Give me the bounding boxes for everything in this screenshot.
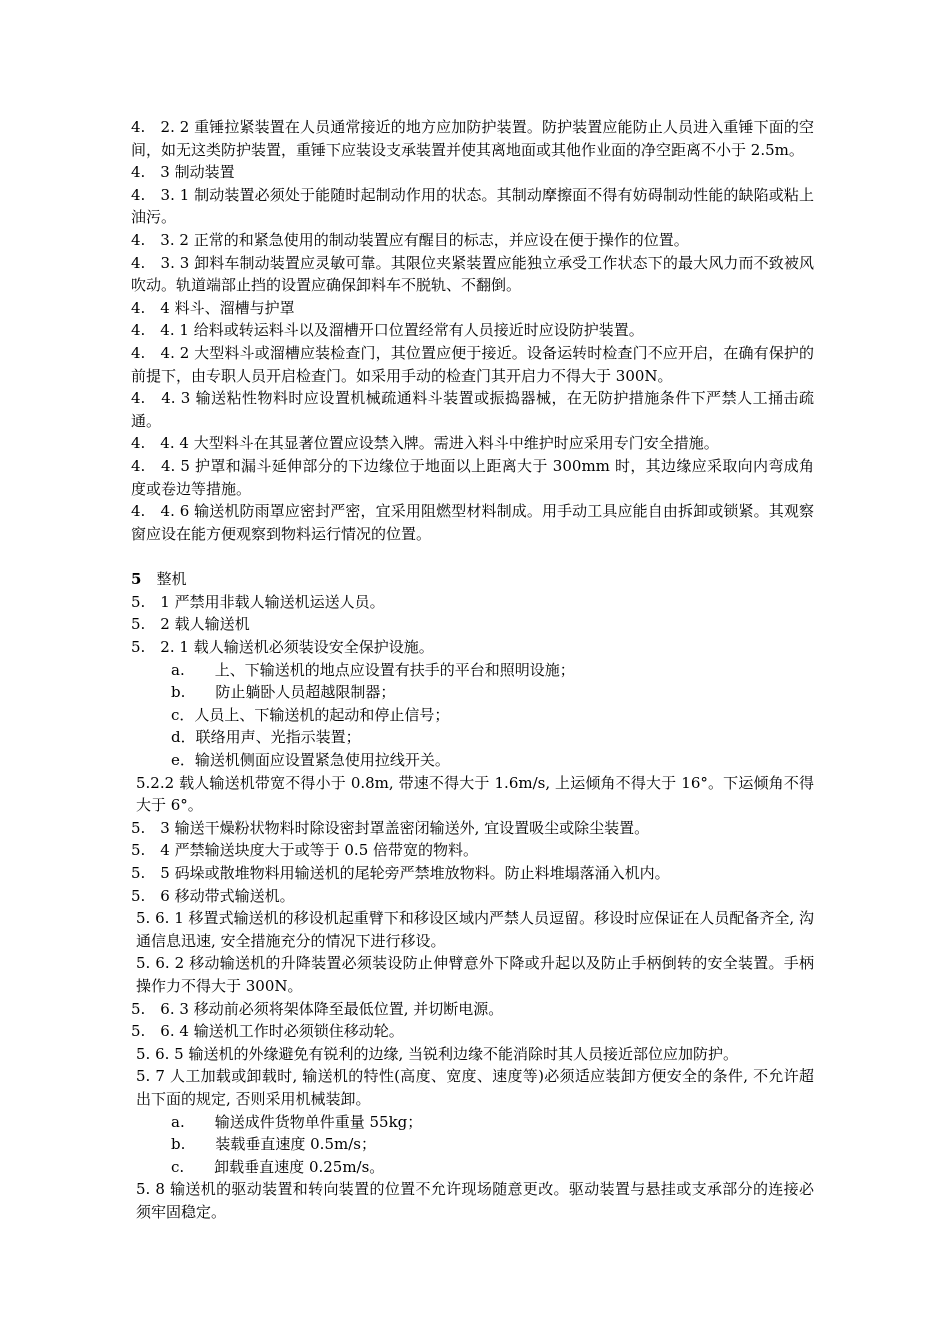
paragraph-4-4-5: 4. 4. 5 护罩和漏斗延伸部分的下边缘位于地面以上距离大于 300mm 时，其边缘应采取向内弯成角度或卷边等措施。 [131,456,814,498]
paragraph-4-2-2: 4. 2. 2 重锤拉紧装置在人员通常接近的地方应加防护装置。防护装置应能防止人员进入重锤下面的空间，如无这类防护装置，重锤下应装设支承装置并使其离地面或其他作业面的净空距离不小于 2.5m。 [131,118,814,159]
list-item: a. 上、下输送机的地点应设置有扶手的平台和照明设施； [171,660,575,679]
paragraph-5-2-1: 5. 2. 1 载人输送机必须装设安全保护设施。 [131,638,434,657]
paragraph-5-2-2: 5.2.2 载人输送机带宽不得小于 0.8m, 带速不得大于 1.6m/s, 上运倾角不得大于 16°。下运倾角不得大于 6°。 [136,773,814,815]
section-number: 5 [131,570,142,589]
paragraph-5-6-1: 5. 6. 1 移置式输送机的移设机起重臂下和移设区域内严禁人员逗留。移设时应保证在人员配备齐全, 沟通信息迅速, 安全措施充分的情况下进行移设。 [136,909,814,950]
heading-5-2: 5. 2 载人输送机 [131,615,250,634]
paragraph-5-1: 5. 1 严禁用非载人输送机运送人员。 [131,592,385,611]
list-item: d．联络用声、光指示装置； [171,728,361,747]
paragraph-5-7: 5. 7 人工加载或卸载时, 输送机的特性(高度、宽度、速度等)必须适应装卸方便安全的条件, 不允许超出下面的规定, 否则采用机械装卸。 [136,1067,814,1108]
paragraph-4-4-1: 4. 4. 1 给料或转运料斗以及溜槽开口位置经常有人员接近时应设防护装置。 [131,321,644,340]
list-item: c. 卸载垂直速度 0.25m/s。 [171,1157,385,1176]
list-item: a. 输送成件货物单件重量 55kg； [171,1112,423,1131]
paragraph-5-6-3: 5. 6. 3 移动前必须将架体降至最低位置, 并切断电源。 [131,999,504,1018]
paragraph-4-3-3: 4. 3. 3 卸料车制动装置应灵敏可靠。其限位夹紧装置应能独立承受工作状态下的最大风力而不致被风吹动。轨道端部止挡的设置应确保卸料车不脱轨、不翻倒。 [131,253,814,295]
list-item: e．输送机侧面应设置紧急使用拉线开关。 [171,751,450,770]
paragraph-4-4-4: 4. 4. 4 大型料斗在其显著位置应设禁入牌。需进入料斗中维护时应采用专门安全措施。 [131,434,719,453]
section-5-heading [131,568,814,591]
list-item: c．人员上、下输送机的起动和停止信号； [171,705,450,724]
paragraph-4-4-6: 4. 4. 6 输送机防雨罩应密封严密，宜采用阻燃型材料制成。用手动工具应能自由拆卸或锁紧。其观察窗应设在能方便观察到物料运行情况的位置。 [131,502,814,543]
paragraph-5-5: 5. 5 码垛或散堆物料用输送机的尾轮旁严禁堆放物料。防止料堆塌落涌入机内。 [131,864,670,882]
paragraph-5-6-4: 5. 6. 4 输送机工作时必须锁住移动轮。 [131,1022,404,1041]
paragraph-4-4-3: 4. 4. 3 输送粘性物料时应设置机械疏通料斗装置或振捣器械，在无防护措施条件下严禁人工捅击疏通。 [131,389,814,430]
paragraph-5-8: 5. 8 输送机的驱动装置和转向装置的位置不允许现场随意更改。驱动装置与悬挂或支承部分的连接必须牢固稳定。 [136,1180,814,1221]
paragraph-4-3-2: 4. 3. 2 正常的和紧急使用的制动装置应有醒目的标志，并应设在便于操作的位置。 [131,230,689,249]
heading-4-3: 4. 3 制动装置 [131,163,235,182]
list-item: b. 装载垂直速度 0.5m/s； [171,1135,376,1154]
section-title: 整机 [156,570,187,589]
section-spacer [141,570,156,588]
paragraph-5-6-5: 5. 6. 5 输送机的外缘避免有锐利的边缘, 当锐利边缘不能消除时其人员接近部位应加防护。 [136,1044,739,1063]
paragraph-5-6-2: 5. 6. 2 移动输送机的升降装置必须装设防止伸臂意外下降或升起以及防止手柄倒转的安全装置。手柄操作力不得大于 300N。 [136,954,814,995]
paragraph-5-4: 5. 4 严禁输送块度大于或等于 0.5 倍带宽的物料。 [131,841,479,860]
document-page [131,116,814,1224]
paragraph-4-4-2: 4. 4. 2 大型料斗或溜槽应装检查门，其位置应便于接近。设备运转时检查门不应开启，在确有保护的前提下，由专职人员开启检查门。如采用手动的检查门其开启力不得大于 300N。 [131,343,814,385]
list-item: b. 防止躺卧人员超越限制器； [171,683,396,702]
section-gap [131,545,814,568]
heading-5-6: 5. 6 移动带式输送机。 [131,886,295,905]
paragraph-4-3-1: 4. 3. 1 制动装置必须处于能随时起制动作用的状态。其制动摩擦面不得有妨碍制动性能的缺陷或粘上油污。 [131,185,814,227]
paragraph-5-3: 5. 3 输送干燥粉状物料时除设密封罩盖密闭输送外, 宜设置吸尘或除尘装置。 [131,818,650,837]
heading-4-4: 4. 4 料斗、溜槽与护罩 [131,298,295,317]
